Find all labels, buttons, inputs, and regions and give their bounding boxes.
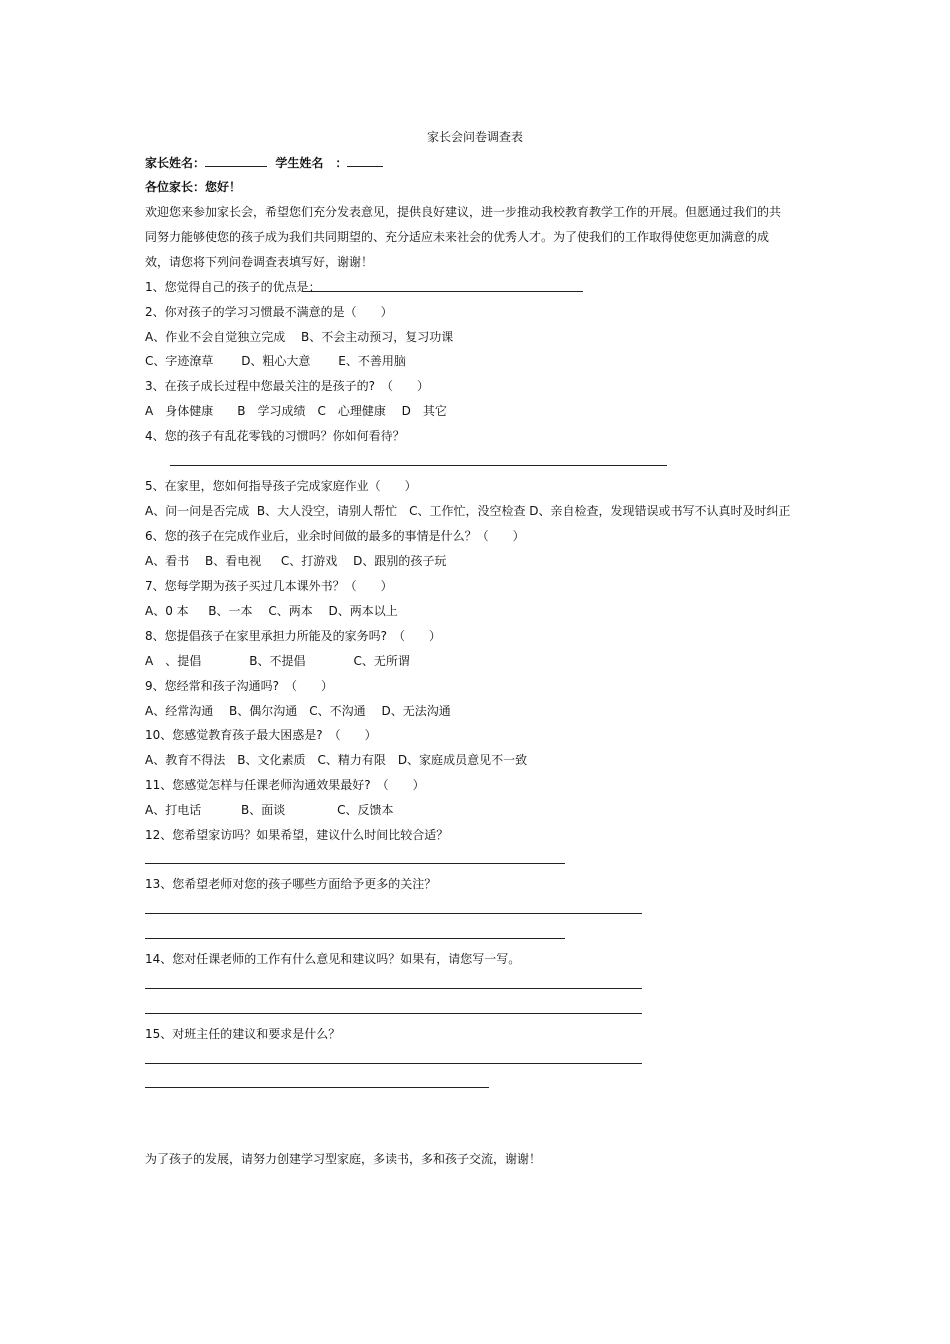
- student-name-blank[interactable]: [347, 154, 383, 167]
- question-8: 8、您提倡孩子在家里承担力所能及的家务吗? （ ）: [145, 629, 442, 643]
- answer-line[interactable]: [145, 938, 565, 939]
- question-1: 1、您觉得自己的孩子的优点是：: [145, 280, 321, 294]
- answer-line[interactable]: [145, 988, 642, 989]
- answer-line[interactable]: [170, 465, 667, 466]
- answer-line[interactable]: [303, 291, 583, 292]
- answer-line[interactable]: [145, 1063, 642, 1064]
- name-fields: [145, 154, 383, 171]
- question-9: 9、您经常和孩子沟通吗? （ ）: [145, 679, 334, 693]
- closing-note: 为了孩子的发展，请努力创建学习型家庭，多读书，多和孩子交流，谢谢！: [145, 1152, 542, 1166]
- question-15: 15、对班主任的建议和要求是什么？: [145, 1027, 341, 1041]
- options: C、字迹潦草 D、粗心大意 E、不善用脑: [145, 354, 406, 368]
- answer-line[interactable]: [145, 1013, 642, 1014]
- parent-name-blank[interactable]: [205, 154, 267, 167]
- question-12: 12、您希望家访吗？如果希望，建议什么时间比较合适？: [145, 828, 449, 842]
- answer-line[interactable]: [145, 913, 642, 914]
- question-3: 3、在孩子成长过程中您最关注的是孩子的? （ ）: [145, 379, 430, 393]
- parent-name-label: 家长姓名：: [145, 156, 206, 170]
- options: A、看书 B、看电视 C、打游戏 D、跟别的孩子玩: [145, 554, 447, 568]
- options: A、教育不得法 B、文化素质 C、精力有限 D、家庭成员意见不一致: [145, 753, 528, 767]
- answer-line[interactable]: [145, 1087, 489, 1088]
- question-14: 14、您对任课老师的工作有什么意见和建议吗？如果有，请您写一写。: [145, 952, 521, 966]
- options: A 身体健康 B 学习成绩 C 心理健康 D 其它: [145, 404, 447, 418]
- question-10: 10、您感觉教育孩子最大困惑是? （ ）: [145, 728, 377, 742]
- greeting: 各位家长：您好！: [145, 180, 242, 194]
- student-name-label: 学生姓名 ：: [275, 156, 348, 170]
- options: A、问一问是否完成 B、大人没空，请别人帮忙 C、工作忙，没空检查 D、亲自检查，发现错误或书写不认真时及时纠正: [145, 504, 791, 518]
- question-6: 6、您的孩子在完成作业后，业余时间做的最多的事情是什么？（ ）: [145, 529, 525, 543]
- question-5: 5、在家里，您如何指导孩子完成家庭作业（ ）: [145, 479, 417, 493]
- intro-line: 欢迎您来参加家长会，希望您们充分发表意见，提供良好建议，进一步推动我校教育教学工作的开展。但愿通过我们的共: [145, 205, 782, 219]
- options: A 、提倡 B、不提倡 C、无所谓: [145, 654, 410, 668]
- answer-line[interactable]: [145, 863, 565, 864]
- intro-line: 效，请您将下列问卷调查表填写好，谢谢！: [145, 255, 374, 269]
- question-7: 7、您每学期为孩子买过几本课外书？（ ）: [145, 579, 393, 593]
- options: A、打电话 B、面谈 C、反馈本: [145, 803, 394, 817]
- question-4: 4、您的孩子有乱花零钱的习惯吗？你如何看待？: [145, 429, 405, 443]
- intro-line: 同努力能够使您的孩子成为我们共同期望的、充分适应未来社会的优秀人才。为了使我们的工作取得使您更加满意的成: [145, 230, 770, 244]
- options: A、经常沟通 B、偶尔沟通 C、不沟通 D、无法沟通: [145, 704, 451, 718]
- options: A、0 本 B、一本 C、两本 D、两本以上: [145, 604, 398, 618]
- question-11: 11、您感觉怎样与任课老师沟通效果最好? （ ）: [145, 778, 425, 792]
- question-2: 2、你对孩子的学习习惯最不满意的是（ ）: [145, 305, 393, 319]
- document-title: 家长会问卷调查表: [426, 130, 523, 144]
- options: A、作业不会自觉独立完成 B、不会主动预习，复习功课: [145, 330, 454, 344]
- question-13: 13、您希望老师对您的孩子哪些方面给予更多的关注？: [145, 877, 437, 891]
